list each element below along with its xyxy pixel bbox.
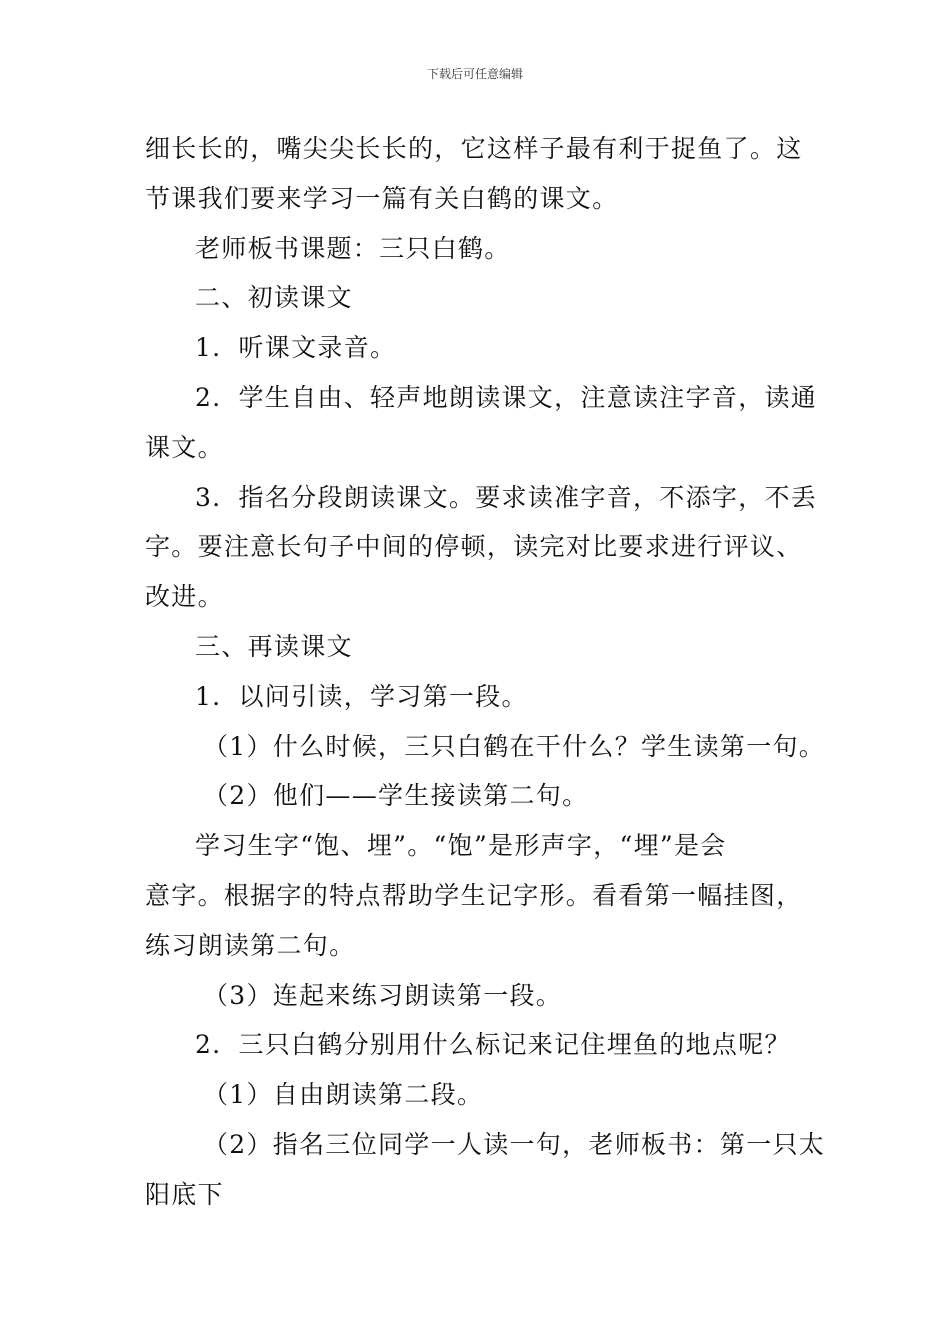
document-body (145, 129, 826, 1225)
text-line: （2）指名三位同学一人读一句，老师板书：第一只太 (203, 1129, 826, 1159)
text-line: 1．以问引读，学习第一段。 (195, 681, 528, 711)
text-line: 意字。根据字的特点帮助学生记字形。看看第一幅挂图， (145, 880, 803, 910)
section-heading: 三、再读课文 (195, 631, 353, 661)
text-line: 1．听课文录音。 (195, 333, 397, 363)
text-line: 改进。 (145, 582, 224, 612)
text-line: 课文。 (145, 432, 224, 462)
text-line: 节课我们要来学习一篇有关白鹤的课文。 (145, 183, 619, 213)
text-line: 细长长的，嘴尖尖长长的，它这样子最有利于捉鱼了。这 (145, 134, 803, 163)
text-line: 3．指名分段朗读课文。要求读准字音，不添字，不丢 (195, 482, 818, 512)
text-line: 老师板书课题：三只白鹤。 (195, 233, 511, 263)
text-line: （1）什么时候，三只白鹤在干什么？学生读第一句。 (203, 731, 826, 761)
text-line: （1）自由朗读第二段。 (203, 1080, 484, 1110)
text-line: 2．三只白鹤分别用什么标记来记住埋鱼的地点呢？ (195, 1030, 791, 1060)
section-heading: 二、初读课文 (195, 283, 353, 313)
text-line: 阳底下 (145, 1179, 224, 1209)
text-line: 练习朗读第二句。 (145, 930, 356, 960)
text-line: （2）他们——学生接读第二句。 (203, 781, 589, 811)
text-line: 2．学生自由、轻声地朗读课文，注意读注字音，读通 (195, 382, 818, 412)
text-line: 学习生字“饱、埋”。“饱”是形声字，“埋”是会 (195, 831, 727, 861)
text-line: （3）连起来练习朗读第一段。 (203, 980, 563, 1010)
text-line: 字。要注意长句子中间的停顿，读完对比要求进行评议、 (145, 532, 803, 562)
page-header: 下载后可任意编辑 (426, 67, 523, 81)
